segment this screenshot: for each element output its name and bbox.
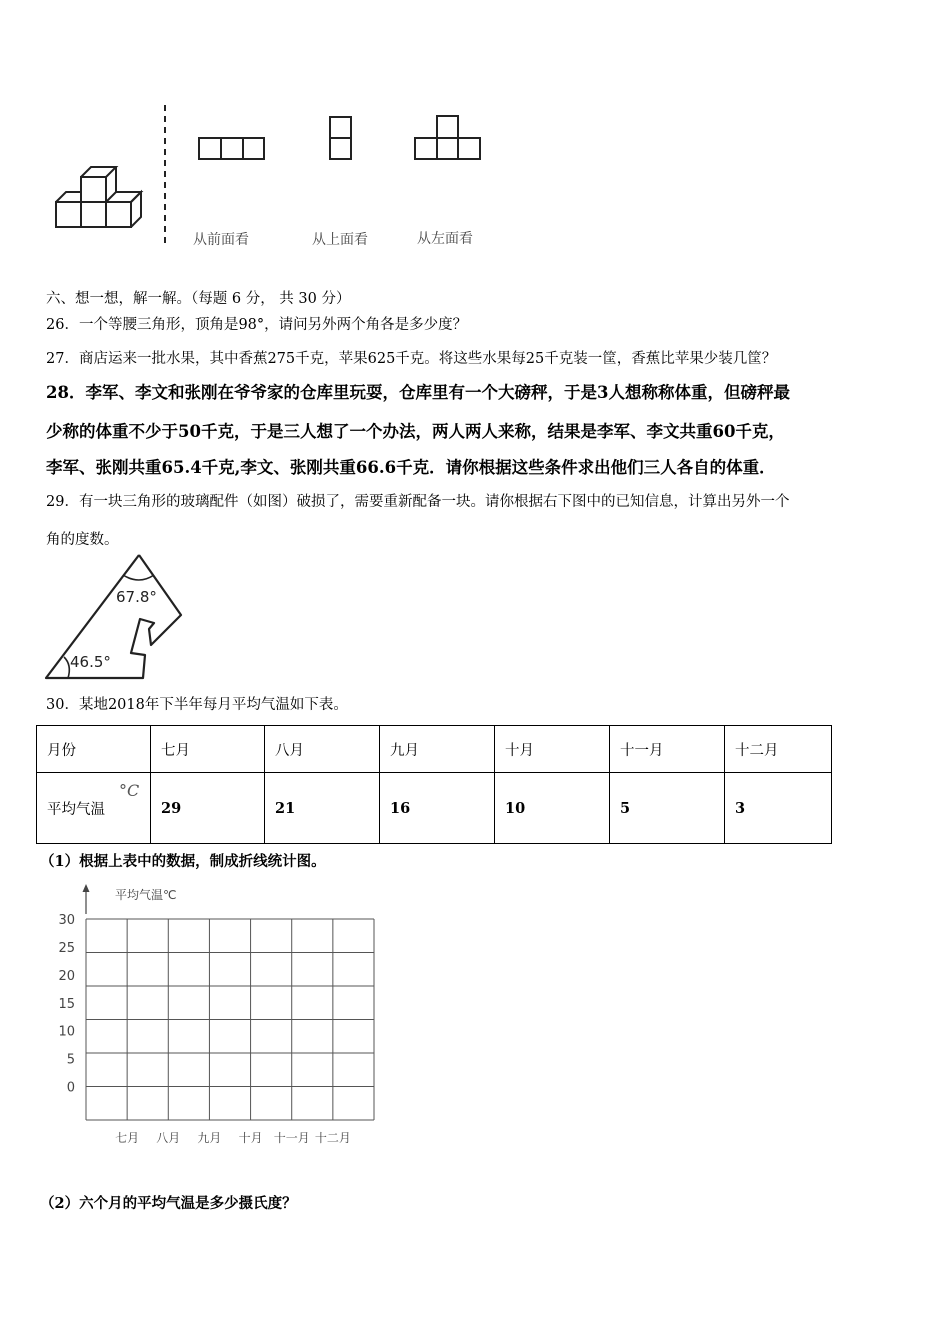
table-month-cell: 十一月 — [610, 726, 725, 773]
chart-y-tick-label: 25 — [58, 940, 75, 956]
chart-y-axis-title: 平均气温℃ — [115, 888, 177, 902]
front-view-drawing — [199, 138, 264, 159]
question-28-line-2: 少称的体重不少于50千克，于是三人想了一个办法，两人两人来称，结果是李军、李文共重60千克， — [46, 422, 785, 441]
table-header-label: 月份 — [37, 726, 151, 773]
chart-x-tick-label: 十月 — [238, 1131, 263, 1145]
chart-y-ticks — [58, 913, 75, 1096]
bottom-angle-arc — [64, 657, 69, 678]
temperature-unit: °C — [119, 781, 140, 800]
chart-y-tick-label: 10 — [58, 1024, 75, 1040]
table-temp-cell: 16 — [380, 773, 495, 844]
top-view-drawing — [330, 117, 351, 159]
broken-triangle-figure — [44, 553, 189, 680]
left-view-label: 从左面看 — [417, 231, 473, 247]
sub-question-2: （2）六个月的平均气温是多少摄氏度？ — [40, 1195, 297, 1212]
chart-y-tick-label: 0 — [66, 1080, 75, 1096]
chart-x-tick-label: 七月 — [115, 1131, 140, 1145]
table-temp-cell: 5 — [610, 773, 725, 844]
table-temp-row — [37, 773, 832, 844]
chart-grid-lines — [86, 919, 374, 1120]
question-29-line-2: 角的度数。 — [46, 532, 119, 548]
table-row-label: 平均气温 — [47, 801, 105, 818]
table-month-cell: 九月 — [380, 726, 495, 773]
chart-x-tick-label: 十一月 — [273, 1131, 310, 1145]
chart-x-tick-label: 八月 — [156, 1131, 181, 1145]
table-temp-cell: 29 — [151, 773, 265, 844]
table-month-cell: 七月 — [151, 726, 265, 773]
top-angle-arc — [123, 575, 154, 580]
table-month-cell: 十二月 — [725, 726, 832, 773]
question-30: 30．某地2018年下半年每月平均气温如下表。 — [46, 697, 348, 713]
chart-y-tick-label: 5 — [66, 1052, 75, 1068]
line-chart-grid — [40, 878, 380, 1153]
table-header-row — [37, 726, 832, 773]
front-view-label: 从前面看 — [193, 232, 249, 248]
section-heading: 六、想一想，解一解。（每题 6 分， 共 30 分） — [46, 291, 351, 307]
temperature-table — [36, 725, 832, 844]
table-month-cell: 十月 — [495, 726, 610, 773]
table-row-label-cell — [37, 773, 151, 844]
question-28-line-3: 李军、张刚共重65.4千克,李文、张刚共重66.6千克．请你根据这些条件求出他们三人各自的体重． — [46, 458, 776, 477]
question-27: 27．商店运来一批水果，其中香蕉275千克，苹果625千克。将这些水果每25千克装一筐，香蕉比苹果少装几筐？ — [46, 351, 777, 367]
top-view-label: 从上面看 — [312, 232, 368, 248]
bottom-angle-label: 46.5° — [70, 653, 111, 671]
chart-x-tick-label: 九月 — [197, 1131, 222, 1145]
chart-y-tick-label: 30 — [58, 913, 75, 928]
chart-y-tick-label: 20 — [58, 968, 75, 984]
top-angle-label: 67.8° — [116, 588, 157, 606]
chart-x-ticks — [115, 1130, 351, 1145]
question-29-line-1: 29．有一块三角形的玻璃配件（如图）破损了，需要重新配备一块。请你根据右下图中的已知信息，计算出另外一个 — [46, 494, 790, 510]
chart-x-tick-label: 十二月 — [314, 1131, 351, 1145]
left-view-drawing — [415, 116, 480, 159]
table-month-cell: 八月 — [265, 726, 380, 773]
table-temp-cell: 3 — [725, 773, 832, 844]
table-temp-cell: 21 — [265, 773, 380, 844]
chart-y-axis-arrow — [83, 884, 90, 892]
chart-y-tick-label: 15 — [58, 996, 75, 1012]
question-26: 26．一个等腰三角形，顶角是98°，请问另外两个角各是多少度？ — [46, 317, 468, 333]
cube-stack-drawing — [56, 167, 141, 227]
table-temp-cell: 10 — [495, 773, 610, 844]
sub-question-1: （1）根据上表中的数据，制成折线统计图。 — [40, 853, 326, 870]
question-28-line-1: 28．李军、李文和张刚在爷爷家的仓库里玩耍，仓库里有一个大磅秤，于是3人想称称体重，但磅秤最 — [46, 383, 790, 402]
